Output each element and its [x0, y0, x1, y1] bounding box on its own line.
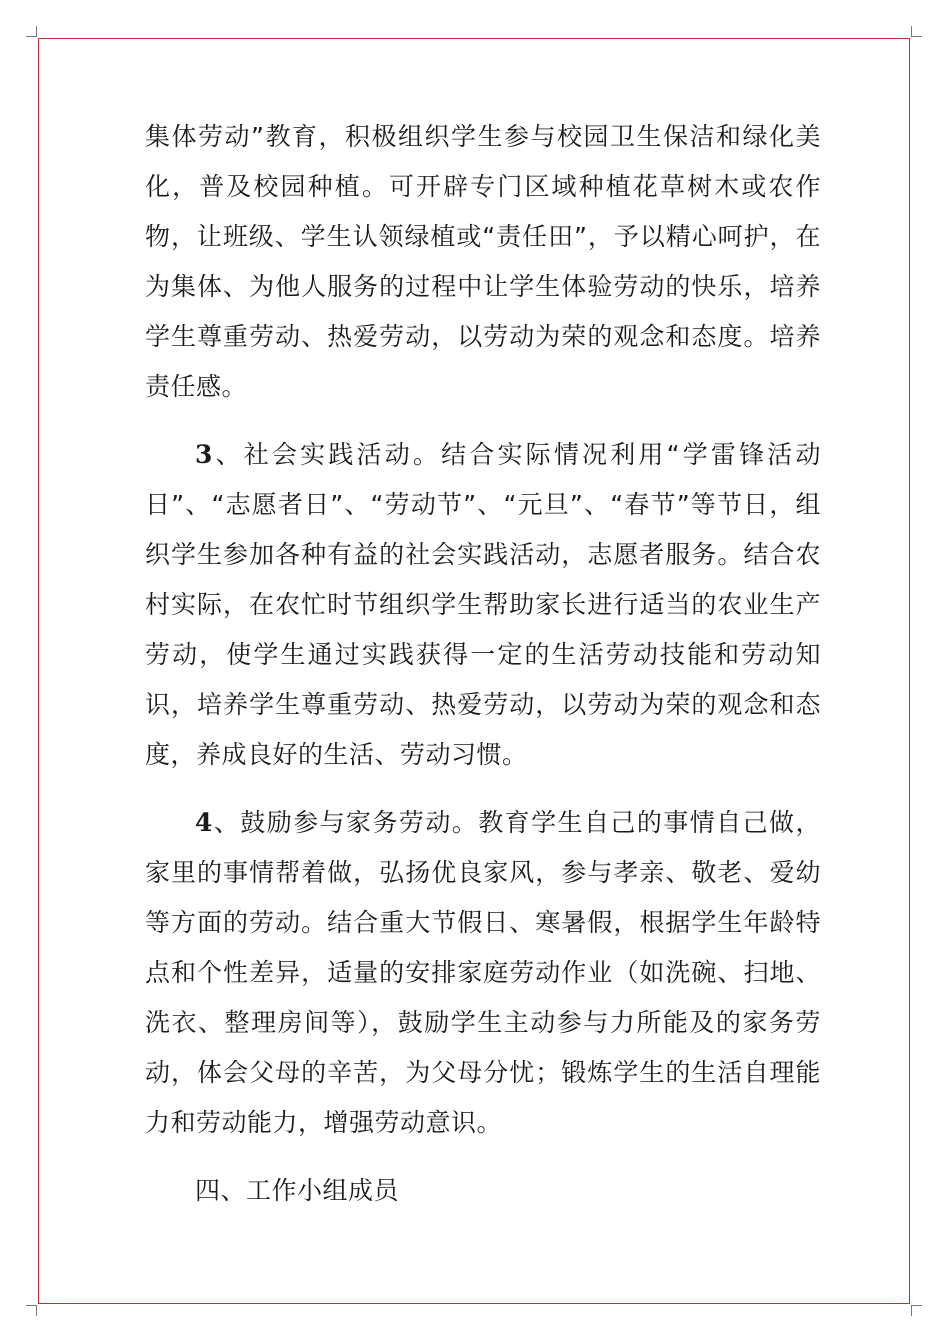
paragraph-continuation: [145, 112, 821, 412]
paragraph-number: 4: [195, 808, 213, 837]
paragraph-number: 3: [195, 440, 213, 469]
crop-mark-bottom-right: [911, 1305, 922, 1316]
paragraph-text: 、社会实践活动。结合实际情况利用“学雷锋活动日”、“志愿者日”、“劳动节”、“元旦”、“春节”等节日，组织学生参加各种有益的社会实践活动，志愿者服务。结合农村实际，在农忙时节组织学生帮助家长进行适当的农业生产劳动，使学生通过实践获得一定的生活劳动技能和劳动知识，培养学生尊重劳动、热爱劳动，以劳动为荣的观念和态度，养成良好的生活、劳动习惯。: [145, 440, 821, 769]
crop-mark-top-right: [911, 26, 922, 37]
paragraph-text: 、鼓励参与家务劳动。教育学生自己的事情自己做，家里的事情帮着做，弘扬优良家风，参与孝亲、敬老、爱幼等方面的劳动。结合重大节假日、寒暑假，根据学生年龄特点和个性差异，适量的安排家庭劳动作业（如洗碗、扫地、洗衣、整理房间等），鼓励学生主动参与力所能及的家务劳动，体会父母的辛苦，为父母分忧；锻炼学生的生活自理能力和劳动能力，增强劳动意识。: [145, 808, 821, 1137]
section-heading: 四、工作小组成员: [195, 1176, 400, 1205]
paragraph-text: 集体劳动”教育，积极组织学生参与校园卫生保洁和绿化美化，普及校园种植。可开辟专门区域种植花草树木或农作物，让班级、学生认领绿植或“责任田”，予以精心呵护，在为集体、为他人服务的过程中让学生体验劳动的快乐，培养学生尊重劳动、热爱劳动，以劳动为荣的观念和态度。培养责任感。: [145, 122, 821, 401]
paragraph-social-practice: [145, 430, 821, 780]
crop-mark-top-left: [26, 26, 37, 37]
crop-mark-bottom-left: [26, 1305, 37, 1316]
paragraph-housework: [145, 798, 821, 1148]
document-body: [145, 112, 821, 1216]
